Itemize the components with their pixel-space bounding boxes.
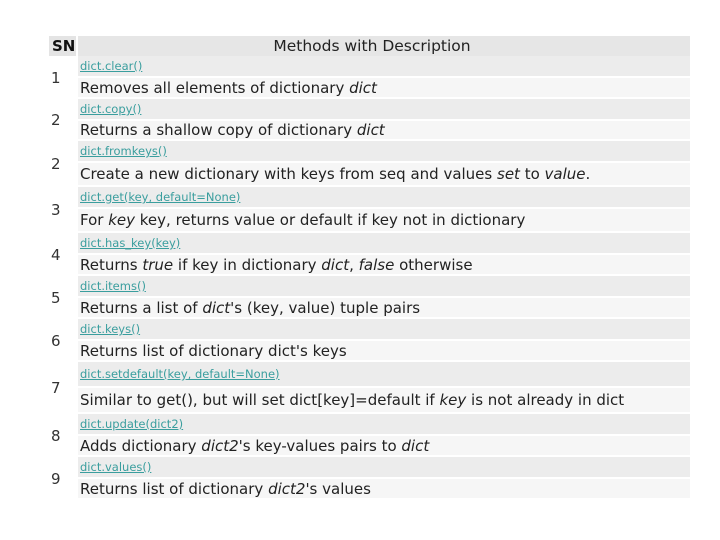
method-cell	[78, 99, 690, 121]
method-link[interactable]: dict.update(dict2)	[80, 417, 184, 431]
method-link[interactable]: dict.items()	[80, 279, 146, 293]
method-cell	[78, 457, 690, 479]
table-row	[49, 362, 690, 414]
row-number: 3	[51, 201, 61, 219]
method-link[interactable]: dict.keys()	[80, 322, 141, 336]
row-number: 4	[51, 245, 61, 264]
method-description: Returns a list of dict's (key, value) tuple pairs	[78, 298, 690, 319]
table-row	[49, 276, 690, 319]
method-cell	[78, 362, 690, 388]
table-body	[49, 56, 690, 500]
table-row	[49, 457, 690, 500]
method-cell	[78, 319, 690, 341]
row-number: 9	[51, 469, 61, 488]
method-cell	[78, 276, 690, 298]
row-number: 8	[51, 426, 61, 445]
row-number: 5	[51, 288, 61, 307]
methods-column-header: Methods with Description	[78, 36, 690, 56]
method-link[interactable]: dict.values()	[80, 460, 152, 474]
method-cell	[78, 187, 690, 209]
row-number: 2	[51, 111, 61, 129]
method-description: Returns true if key in dictionary dict, false otherwise	[78, 255, 690, 276]
table-header	[49, 36, 690, 56]
row-number: 7	[51, 379, 61, 397]
method-link[interactable]: dict.get(key, default=None)	[80, 190, 241, 204]
method-description: For key key, returns value or default if key not in dictionary	[78, 209, 690, 233]
method-link[interactable]: dict.clear()	[80, 59, 143, 73]
sn-column-header: SN	[49, 36, 76, 56]
method-link[interactable]: dict.setdefault(key, default=None)	[80, 367, 280, 381]
table-row	[49, 319, 690, 362]
table-row	[49, 187, 690, 233]
row-number: 2	[51, 155, 61, 173]
method-link[interactable]: dict.fromkeys()	[80, 144, 167, 158]
method-description: Create a new dictionary with keys from seq and values set to value.	[78, 163, 690, 187]
method-cell	[78, 141, 690, 163]
method-link[interactable]: dict.has_key(key)	[80, 236, 181, 250]
method-description: Returns list of dictionary dict's keys	[78, 341, 690, 362]
method-link[interactable]: dict.copy()	[80, 102, 142, 116]
table-row	[49, 56, 690, 99]
method-description: Adds dictionary dict2's key-values pairs to dict	[78, 436, 690, 457]
table-row	[49, 99, 690, 141]
method-cell	[78, 56, 690, 78]
method-description: Similar to get(), but will set dict[key]=default if key is not already in dict	[78, 388, 690, 414]
method-cell	[78, 233, 690, 255]
table-row	[49, 414, 690, 457]
row-number: 6	[51, 331, 61, 350]
methods-table	[49, 36, 690, 500]
row-number: 1	[51, 68, 61, 87]
method-description: Removes all elements of dictionary dict	[78, 78, 690, 99]
table-row	[49, 141, 690, 187]
method-description: Returns a shallow copy of dictionary dict	[78, 121, 690, 141]
method-cell	[78, 414, 690, 436]
table-row	[49, 233, 690, 276]
method-description: Returns list of dictionary dict2's values	[78, 479, 690, 500]
